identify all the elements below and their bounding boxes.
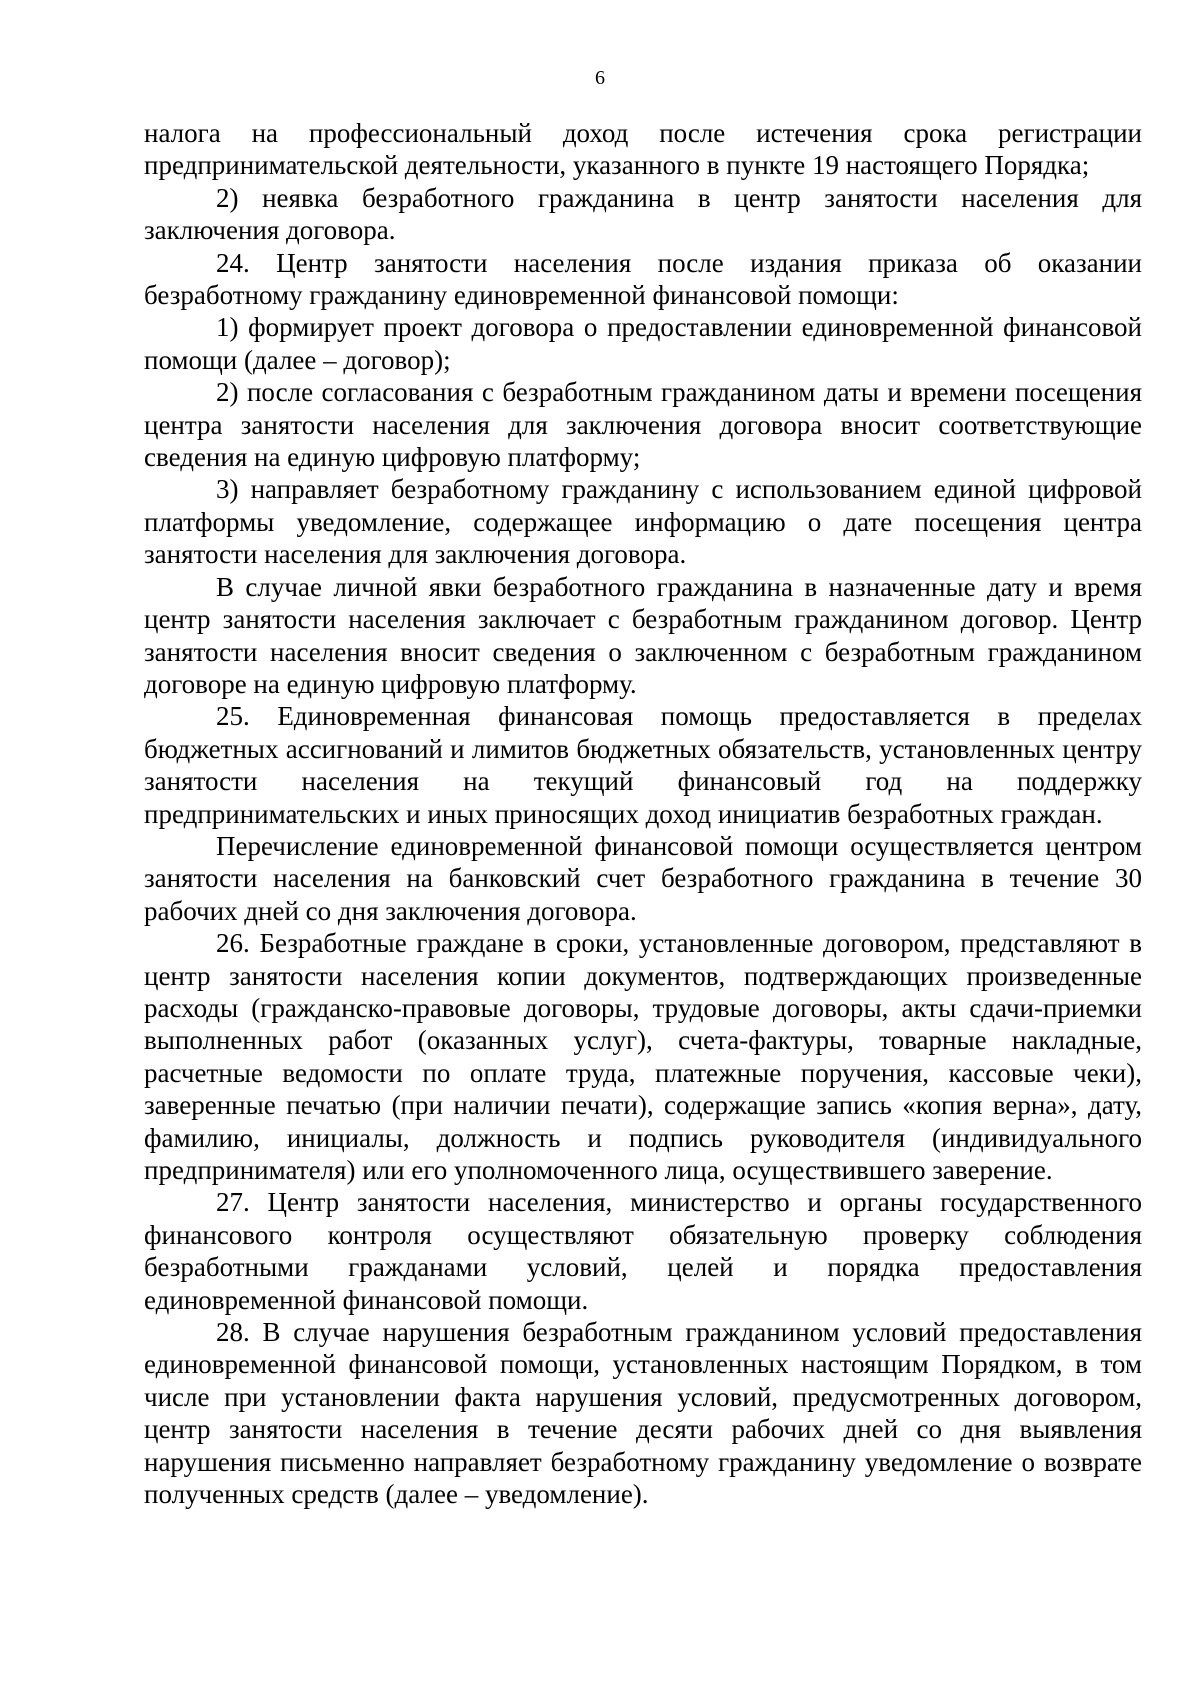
paragraph-clause-27: 27. Центр занятости населения, министерство и органы государственного финансового контроля осуществляют обязательную проверку соблюдения безработными гражданами условий, целей и порядка предоставления единовременной финансовой помощи. xyxy=(144,1187,1142,1315)
paragraph-clause-26: 26. Безработные граждане в сроки, установленные договором, представляют в центр занятости населения копии документов, подтверждающих произведенные расходы (гражданско-правовые договоры, трудовые договоры, акты сдачи-приемки выполненных работ (оказанных услуг), счета-фактуры, товарные накладные, расчетные ведомости по оплате труда, платежные поручения, кассовые чеки), заверенные печатью (при наличии печати), содержащие запись «копия верна», дату, фамилию, инициалы, должность и подпись руководителя (индивидуального предпринимателя) или его уполномоченного лица, осуществившего заверение. xyxy=(144,928,1142,1185)
paragraph-clause-25: 25. Единовременная финансовая помощь предоставляется в пределах бюджетных ассигнований и лимитов бюджетных обязательств, установленных центру занятости населения на текущий финансовый год на поддержку предпринимательских и иных приносящих доход инициатив безработных граждан. xyxy=(144,701,1142,829)
document-body xyxy=(144,117,1142,1510)
paragraph-continuation: налога на профессиональный доход после истечения срока регистрации предпринимательской деятельности, указанного в пункте 19 настоящего Порядка; xyxy=(144,118,1142,181)
paragraph-text: В случае личной явки безработного гражданина в назначенные дату и время центр занятости населения заключает с безработным гражданином договор. Центр занятости населения вносит сведения о заключенном с безработным гражданином договоре на единую цифровую платформу. xyxy=(144,571,1142,699)
paragraph-clause-24: 24. Центр занятости населения после издания приказа об оказании безработному гражданину единовременной финансовой помощи: xyxy=(144,247,1142,311)
page-number: 6 xyxy=(595,67,605,89)
paragraph-list-item: 2) после согласования с безработным гражданином даты и времени посещения центра занятости населения для заключения договора вносит соответствующие сведения на единую цифровую платформу; xyxy=(144,377,1142,473)
paragraph-list-item: 2) неявка безработного гражданина в центр занятости населения для заключения договора. xyxy=(144,182,1142,246)
paragraph-list-item: 1) формирует проект договора о предоставлении единовременной финансовой помощи (далее – договор); xyxy=(144,312,1142,375)
paragraph-list-item: 3) направляет безработному гражданину с использованием единой цифровой платформы уведомление, содержащее информацию о дате посещения центра занятости населения для заключения договора. xyxy=(144,474,1142,570)
paragraph-clause-28: 28. В случае нарушения безработным гражданином условий предоставления единовременной финансовой помощи, установленных настоящим Порядком, в том числе при установлении факта нарушения условий, предусмотренных договором, центр занятости населения в течение десяти рабочих дней со дня выявления нарушения письменно направляет безработному гражданину уведомление о возврате полученных средств (далее – уведомление). xyxy=(144,1317,1142,1510)
paragraph-text: Перечисление единовременной финансовой помощи осуществляется центром занятости населения на банковский счет безработного гражданина в течение 30 рабочих дней со дня заключения договора. xyxy=(144,830,1142,926)
